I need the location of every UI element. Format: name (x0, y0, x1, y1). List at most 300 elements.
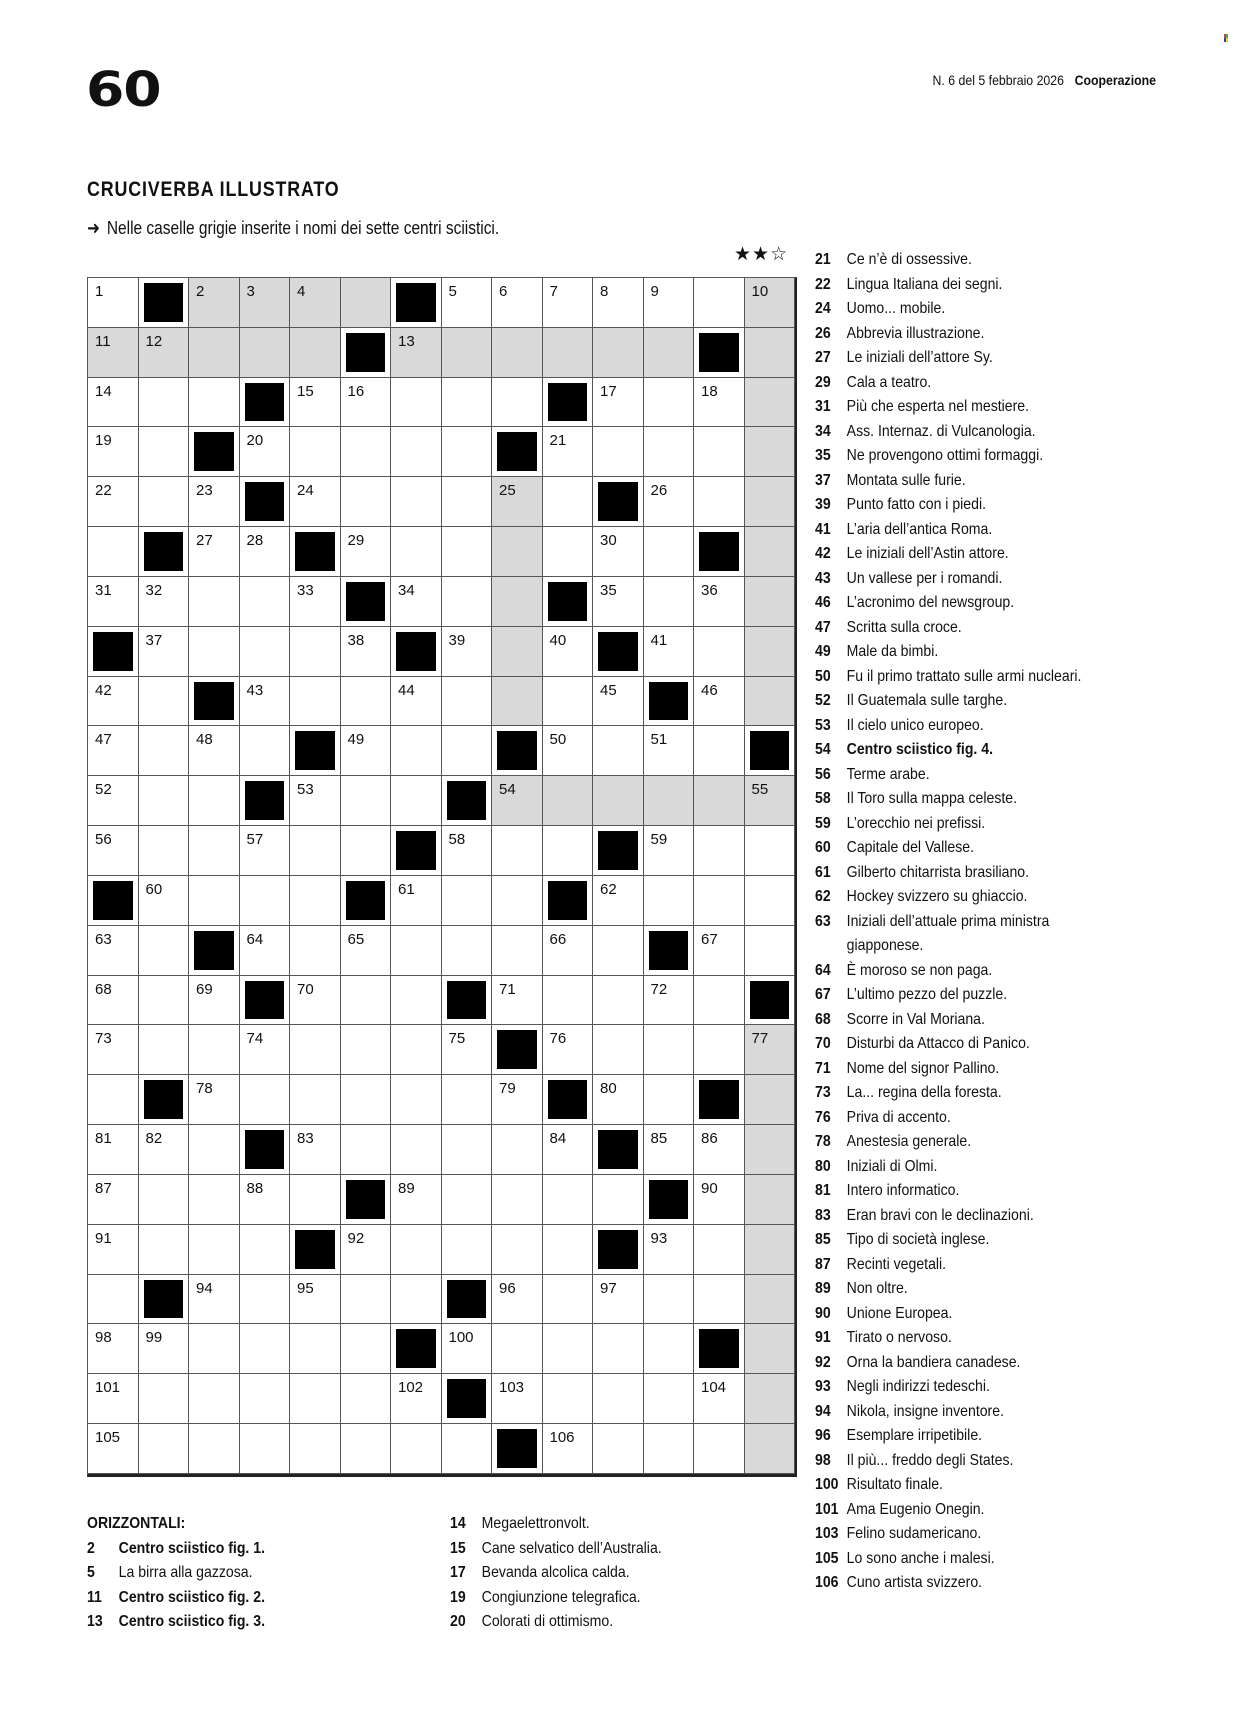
grid-cell[interactable] (139, 1025, 190, 1075)
grid-cell[interactable] (189, 1125, 240, 1175)
grid-cell[interactable] (341, 926, 392, 976)
grid-cell[interactable] (290, 1424, 341, 1474)
grid-cell[interactable] (593, 1075, 644, 1125)
gray-cell[interactable] (745, 677, 796, 727)
clue-item (815, 763, 1081, 788)
grid-cell[interactable] (745, 926, 796, 976)
grid-cell[interactable] (644, 477, 695, 527)
grid-cell[interactable] (442, 278, 493, 328)
grid-cell[interactable] (593, 1275, 644, 1325)
gray-cell[interactable] (745, 1175, 796, 1225)
grid-cell[interactable] (694, 1275, 745, 1325)
gray-cell[interactable] (240, 278, 291, 328)
gray-cell[interactable] (745, 477, 796, 527)
grid-cell[interactable] (88, 1275, 139, 1325)
grid-cell[interactable] (88, 826, 139, 876)
grid-cell[interactable] (442, 1324, 493, 1374)
grid-cell[interactable] (189, 876, 240, 926)
grid-cell[interactable] (139, 876, 190, 926)
grid-cell[interactable] (189, 1225, 240, 1275)
grid-cell[interactable] (189, 527, 240, 577)
grid-cell[interactable] (694, 1225, 745, 1275)
gray-cell[interactable] (745, 527, 796, 577)
grid-cell[interactable] (644, 1424, 695, 1474)
grid-cell[interactable] (341, 1324, 392, 1374)
grid-cell[interactable] (391, 976, 442, 1026)
grid-cell[interactable] (290, 1025, 341, 1075)
grid-cell[interactable] (644, 627, 695, 677)
grid-cell[interactable] (189, 627, 240, 677)
gray-cell[interactable] (442, 328, 493, 378)
grid-cell[interactable] (88, 477, 139, 527)
grid-cell[interactable] (139, 378, 190, 428)
grid-cell[interactable] (341, 1125, 392, 1175)
grid-cell[interactable] (341, 1275, 392, 1325)
grid-cell[interactable] (391, 577, 442, 627)
grid-cell[interactable] (240, 1324, 291, 1374)
grid-cell[interactable] (492, 378, 543, 428)
grid-cell[interactable] (543, 1225, 594, 1275)
gray-cell[interactable] (745, 1075, 796, 1125)
grid-cell[interactable] (694, 826, 745, 876)
gray-cell[interactable] (492, 328, 543, 378)
gray-cell[interactable] (745, 378, 796, 428)
grid-cell[interactable] (240, 1225, 291, 1275)
grid-cell[interactable] (644, 1125, 695, 1175)
grid-cell[interactable] (189, 726, 240, 776)
grid-cell[interactable] (240, 1275, 291, 1325)
black-cell (189, 677, 240, 727)
grid-cell[interactable] (341, 826, 392, 876)
grid-cell[interactable] (391, 378, 442, 428)
grid-cell[interactable] (694, 1374, 745, 1424)
black-cell (391, 278, 442, 328)
gray-cell[interactable] (593, 328, 644, 378)
gray-cell[interactable] (745, 1275, 796, 1325)
grid-cell[interactable] (88, 1075, 139, 1125)
grid-cell[interactable] (391, 1374, 442, 1424)
grid-cell[interactable] (189, 1075, 240, 1125)
grid-cell[interactable] (694, 577, 745, 627)
grid-cell[interactable] (189, 1275, 240, 1325)
grid-cell[interactable] (139, 477, 190, 527)
clue-item (815, 959, 1081, 984)
clue-text: Ce n’è di ossessive. (846, 251, 972, 268)
gray-cell[interactable] (492, 677, 543, 727)
grid-cell[interactable] (492, 926, 543, 976)
clue-number: 94 (815, 1402, 831, 1420)
gray-cell[interactable] (745, 1025, 796, 1075)
gray-cell[interactable] (745, 1225, 796, 1275)
grid-cell[interactable] (391, 677, 442, 727)
grid-cell[interactable] (593, 577, 644, 627)
grid-cell[interactable] (290, 1275, 341, 1325)
grid-cell[interactable] (290, 1125, 341, 1175)
grid-cell[interactable] (593, 926, 644, 976)
grid-cell[interactable] (290, 776, 341, 826)
gray-cell[interactable] (745, 278, 796, 328)
grid-cell[interactable] (442, 1424, 493, 1474)
grid-cell[interactable] (745, 876, 796, 926)
grid-cell[interactable] (391, 1125, 442, 1175)
grid-cell[interactable] (240, 1175, 291, 1225)
grid-cell[interactable] (88, 677, 139, 727)
grid-cell[interactable] (593, 427, 644, 477)
grid-cell[interactable] (139, 1424, 190, 1474)
grid-cell[interactable] (694, 1025, 745, 1075)
gray-cell[interactable] (745, 1324, 796, 1374)
gray-cell[interactable] (745, 1125, 796, 1175)
grid-cell[interactable] (442, 378, 493, 428)
grid-cell[interactable] (290, 627, 341, 677)
grid-cell[interactable] (694, 876, 745, 926)
grid-cell[interactable] (391, 726, 442, 776)
grid-cell[interactable] (391, 1175, 442, 1225)
grid-cell[interactable] (341, 627, 392, 677)
grid-cell[interactable] (88, 378, 139, 428)
gray-cell[interactable] (543, 776, 594, 826)
grid-cell[interactable] (593, 876, 644, 926)
grid-cell[interactable] (644, 527, 695, 577)
grid-cell[interactable] (139, 1374, 190, 1424)
grid-cell[interactable] (189, 1374, 240, 1424)
grid-cell[interactable] (88, 577, 139, 627)
grid-cell[interactable] (492, 826, 543, 876)
gray-cell[interactable] (745, 577, 796, 627)
grid-cell[interactable] (391, 1075, 442, 1125)
grid-cell[interactable] (88, 776, 139, 826)
grid-cell[interactable] (290, 677, 341, 727)
gray-cell[interactable] (139, 328, 190, 378)
clue-text: Gilberto chitarrista brasiliano. (846, 863, 1030, 881)
grid-cell[interactable] (391, 527, 442, 577)
gray-cell[interactable] (341, 278, 392, 328)
grid-cell[interactable] (290, 876, 341, 926)
grid-cell[interactable] (593, 1374, 644, 1424)
grid-cell[interactable] (442, 1175, 493, 1225)
grid-cell[interactable] (593, 278, 644, 328)
gray-cell[interactable] (745, 627, 796, 677)
grid-cell[interactable] (139, 1175, 190, 1225)
grid-cell[interactable] (88, 278, 139, 328)
gray-cell[interactable] (391, 328, 442, 378)
cell-number: 84 (549, 1130, 567, 1148)
grid-cell[interactable] (341, 1424, 392, 1474)
grid-cell[interactable] (543, 278, 594, 328)
grid-cell[interactable] (139, 1324, 190, 1374)
grid-cell[interactable] (88, 1225, 139, 1275)
grid-cell[interactable] (694, 627, 745, 677)
gray-cell[interactable] (745, 776, 796, 826)
grid-cell[interactable] (391, 1424, 442, 1474)
grid-cell[interactable] (240, 677, 291, 727)
grid-cell[interactable] (139, 776, 190, 826)
gray-cell[interactable] (745, 1374, 796, 1424)
grid-cell[interactable] (290, 1374, 341, 1424)
grid-cell[interactable] (442, 577, 493, 627)
grid-cell[interactable] (644, 577, 695, 627)
clue-text: Cuno artista svizzero. (846, 1574, 983, 1591)
grid-cell[interactable] (644, 826, 695, 876)
grid-cell[interactable] (240, 1374, 291, 1424)
grid-cell[interactable] (694, 976, 745, 1026)
black-cell (492, 726, 543, 776)
grid-cell[interactable] (341, 378, 392, 428)
grid-cell[interactable] (88, 527, 139, 577)
grid-cell[interactable] (341, 726, 392, 776)
grid-cell[interactable] (341, 1374, 392, 1424)
grid-cell[interactable] (442, 527, 493, 577)
grid-cell[interactable] (593, 677, 644, 727)
gray-cell[interactable] (492, 477, 543, 527)
gray-cell[interactable] (745, 1424, 796, 1474)
grid-cell[interactable] (694, 726, 745, 776)
grid-cell[interactable] (88, 1424, 139, 1474)
grid-cell[interactable] (543, 1424, 594, 1474)
grid-cell[interactable] (240, 627, 291, 677)
grid-cell[interactable] (644, 1275, 695, 1325)
grid-cell[interactable] (593, 527, 644, 577)
grid-cell[interactable] (442, 826, 493, 876)
grid-cell[interactable] (442, 627, 493, 677)
grid-cell[interactable] (644, 1225, 695, 1275)
grid-cell[interactable] (139, 677, 190, 727)
grid-cell[interactable] (88, 1324, 139, 1374)
grid-cell[interactable] (492, 1125, 543, 1175)
gray-cell[interactable] (492, 527, 543, 577)
gray-cell[interactable] (290, 278, 341, 328)
grid-cell[interactable] (745, 826, 796, 876)
grid-cell[interactable] (694, 1175, 745, 1225)
cell-number: 82 (145, 1130, 163, 1148)
grid-cell[interactable] (189, 577, 240, 627)
grid-cell[interactable] (341, 477, 392, 527)
grid-cell[interactable] (341, 776, 392, 826)
grid-cell[interactable] (189, 976, 240, 1026)
grid-cell[interactable] (240, 926, 291, 976)
grid-cell[interactable] (391, 876, 442, 926)
grid-cell[interactable] (88, 1125, 139, 1175)
grid-cell[interactable] (341, 677, 392, 727)
gray-cell[interactable] (189, 328, 240, 378)
grid-cell[interactable] (139, 926, 190, 976)
grid-cell[interactable] (543, 1275, 594, 1325)
grid-cell[interactable] (543, 1025, 594, 1075)
grid-cell[interactable] (139, 577, 190, 627)
gray-cell[interactable] (492, 627, 543, 677)
grid-cell[interactable] (391, 1275, 442, 1325)
grid-cell[interactable] (139, 627, 190, 677)
grid-cell[interactable] (492, 1225, 543, 1275)
gray-cell[interactable] (644, 328, 695, 378)
grid-cell[interactable] (694, 427, 745, 477)
grid-cell[interactable] (290, 427, 341, 477)
grid-cell[interactable] (139, 976, 190, 1026)
grid-cell[interactable] (492, 976, 543, 1026)
grid-cell[interactable] (139, 826, 190, 876)
grid-cell[interactable] (543, 926, 594, 976)
grid-cell[interactable] (543, 677, 594, 727)
grid-cell[interactable] (341, 1025, 392, 1075)
grid-cell[interactable] (694, 1125, 745, 1175)
grid-cell[interactable] (442, 926, 493, 976)
grid-cell[interactable] (391, 1025, 442, 1075)
grid-cell[interactable] (240, 826, 291, 876)
grid-cell[interactable] (88, 1374, 139, 1424)
gray-cell[interactable] (745, 328, 796, 378)
grid-cell[interactable] (290, 1075, 341, 1125)
grid-cell[interactable] (240, 726, 291, 776)
grid-cell[interactable] (593, 1025, 644, 1075)
grid-cell[interactable] (391, 1225, 442, 1275)
gray-cell[interactable] (644, 776, 695, 826)
grid-cell[interactable] (88, 1175, 139, 1225)
grid-cell[interactable] (442, 876, 493, 926)
gray-cell[interactable] (290, 328, 341, 378)
grid-cell[interactable] (290, 577, 341, 627)
grid-cell[interactable] (391, 427, 442, 477)
grid-cell[interactable] (189, 776, 240, 826)
grid-cell[interactable] (543, 1374, 594, 1424)
grid-cell[interactable] (88, 976, 139, 1026)
grid-cell[interactable] (391, 477, 442, 527)
grid-cell[interactable] (593, 378, 644, 428)
grid-cell[interactable] (492, 1075, 543, 1125)
grid-cell[interactable] (290, 976, 341, 1026)
grid-cell[interactable] (442, 477, 493, 527)
grid-cell[interactable] (442, 1225, 493, 1275)
grid-cell[interactable] (543, 477, 594, 527)
grid-cell[interactable] (543, 976, 594, 1026)
grid-cell[interactable] (189, 1025, 240, 1075)
grid-cell[interactable] (189, 477, 240, 527)
grid-cell[interactable] (290, 926, 341, 976)
grid-cell[interactable] (644, 726, 695, 776)
grid-cell[interactable] (593, 726, 644, 776)
grid-cell[interactable] (240, 527, 291, 577)
grid-cell[interactable] (543, 826, 594, 876)
grid-cell[interactable] (189, 378, 240, 428)
clue-text: Risultato finale. (846, 1476, 943, 1493)
grid-cell[interactable] (543, 726, 594, 776)
gray-cell[interactable] (88, 328, 139, 378)
grid-cell[interactable] (88, 427, 139, 477)
gray-cell[interactable] (492, 776, 543, 826)
grid-cell[interactable] (543, 627, 594, 677)
gray-cell[interactable] (745, 427, 796, 477)
grid-cell[interactable] (442, 726, 493, 776)
grid-cell[interactable] (593, 1424, 644, 1474)
grid-cell[interactable] (290, 477, 341, 527)
grid-cell[interactable] (189, 1324, 240, 1374)
grid-cell[interactable] (88, 1025, 139, 1075)
grid-cell[interactable] (290, 1175, 341, 1225)
grid-cell[interactable] (694, 926, 745, 976)
gray-cell[interactable] (543, 328, 594, 378)
grid-cell[interactable] (492, 278, 543, 328)
grid-cell[interactable] (88, 726, 139, 776)
grid-cell[interactable] (694, 477, 745, 527)
grid-cell[interactable] (240, 577, 291, 627)
grid-cell[interactable] (543, 527, 594, 577)
grid-cell[interactable] (644, 427, 695, 477)
grid-cell[interactable] (593, 1324, 644, 1374)
grid-cell[interactable] (644, 876, 695, 926)
grid-cell[interactable] (139, 1225, 190, 1275)
gray-cell[interactable] (240, 328, 291, 378)
grid-cell[interactable] (240, 427, 291, 477)
grid-cell[interactable] (644, 1374, 695, 1424)
grid-cell[interactable] (189, 1175, 240, 1225)
grid-cell[interactable] (341, 427, 392, 477)
grid-cell[interactable] (644, 976, 695, 1026)
grid-cell[interactable] (644, 278, 695, 328)
grid-cell[interactable] (240, 1424, 291, 1474)
grid-cell[interactable] (593, 976, 644, 1026)
grid-cell[interactable] (644, 1324, 695, 1374)
grid-cell[interactable] (593, 1175, 644, 1225)
gray-cell[interactable] (694, 776, 745, 826)
grid-cell[interactable] (240, 1025, 291, 1075)
grid-cell[interactable] (644, 378, 695, 428)
grid-cell[interactable] (442, 1075, 493, 1125)
grid-cell[interactable] (442, 677, 493, 727)
grid-cell[interactable] (391, 926, 442, 976)
grid-cell[interactable] (694, 677, 745, 727)
grid-cell[interactable] (492, 1324, 543, 1374)
grid-cell[interactable] (492, 1175, 543, 1225)
grid-cell[interactable] (492, 1275, 543, 1325)
instruction-text: Nelle caselle grigie inserite i nomi dei sette centri sciistici. (106, 218, 500, 238)
grid-cell[interactable] (189, 1424, 240, 1474)
grid-cell[interactable] (290, 378, 341, 428)
grid-cell[interactable] (694, 378, 745, 428)
grid-cell[interactable] (442, 1125, 493, 1175)
gray-cell[interactable] (492, 577, 543, 627)
grid-cell[interactable] (139, 1125, 190, 1175)
grid-cell[interactable] (189, 826, 240, 876)
black-cell (543, 378, 594, 428)
gray-cell[interactable] (189, 278, 240, 328)
grid-cell[interactable] (644, 1075, 695, 1125)
grid-cell[interactable] (543, 1125, 594, 1175)
grid-cell[interactable] (694, 278, 745, 328)
grid-cell[interactable] (88, 926, 139, 976)
grid-cell[interactable] (391, 776, 442, 826)
grid-cell[interactable] (139, 427, 190, 477)
grid-cell[interactable] (341, 1075, 392, 1125)
grid-cell[interactable] (492, 1374, 543, 1424)
clue-text: Recinti vegetali. (846, 1255, 947, 1273)
grid-cell[interactable] (543, 1324, 594, 1374)
grid-cell[interactable] (442, 1025, 493, 1075)
grid-cell[interactable] (543, 1175, 594, 1225)
grid-cell[interactable] (543, 427, 594, 477)
grid-cell[interactable] (240, 1075, 291, 1125)
grid-cell[interactable] (341, 976, 392, 1026)
grid-cell[interactable] (694, 1424, 745, 1474)
grid-cell[interactable] (644, 1025, 695, 1075)
grid-cell[interactable] (341, 1225, 392, 1275)
grid-cell[interactable] (290, 826, 341, 876)
gray-cell[interactable] (593, 776, 644, 826)
grid-cell[interactable] (290, 1324, 341, 1374)
grid-cell[interactable] (442, 427, 493, 477)
grid-cell[interactable] (240, 876, 291, 926)
grid-cell[interactable] (492, 876, 543, 926)
grid-cell[interactable] (341, 527, 392, 577)
grid-cell[interactable] (139, 726, 190, 776)
